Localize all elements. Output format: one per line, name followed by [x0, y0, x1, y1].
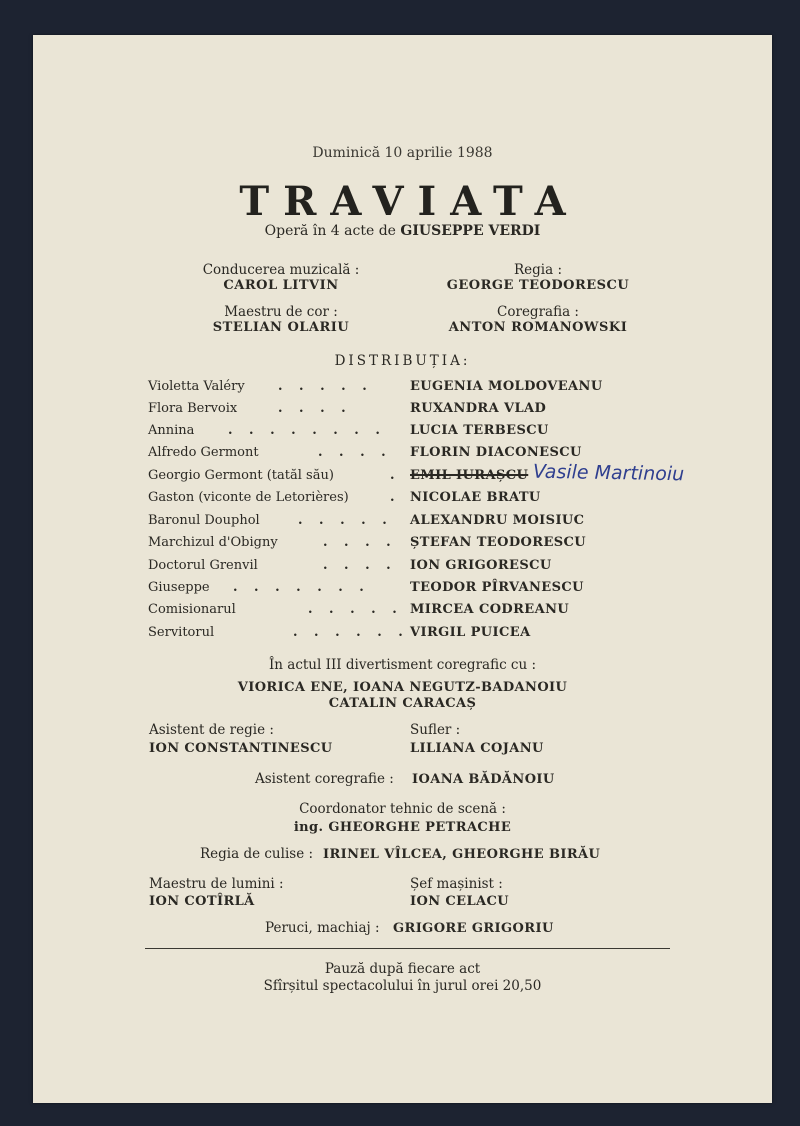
cast-dots: . . . .: [323, 558, 397, 573]
lighting-name: ION COTÎRLĂ: [149, 894, 255, 909]
cast-row: [148, 490, 688, 512]
cast-role: Doctorul Grenvil: [148, 558, 258, 573]
cast-role: Giuseppe: [148, 580, 210, 595]
cast-role: Georgio Germont (tatăl său): [148, 468, 334, 483]
cast-dots: . . . . .: [278, 379, 373, 394]
asst-choreo-label: Asistent coregrafie :: [255, 771, 394, 787]
prompter-name: LILIANA COJANU: [410, 741, 544, 756]
cast-role: Servitorul: [148, 625, 215, 640]
asst-director-label: Asistent de regie :: [149, 722, 274, 738]
tech-coord-label: Coordonator tehnic de scenă :: [299, 801, 506, 817]
cast-row: [148, 602, 688, 624]
cast-singer: EUGENIA MOLDOVEANU: [410, 379, 603, 394]
prompter-label: Sufler :: [410, 722, 461, 738]
cast-role: Annina: [148, 423, 195, 438]
program-sheet: [33, 35, 772, 1103]
credit-direction: [423, 262, 653, 293]
cast-row: [148, 513, 688, 535]
lighting-label: Maestru de lumini :: [149, 876, 284, 892]
cast-heading: DISTRIBUȚIA:: [334, 353, 471, 369]
footer-intermission: Pauză după fiecare act: [324, 961, 481, 977]
credit-label: Conducerea muzicală :: [202, 262, 360, 278]
opera-title: TRAVIATA: [239, 178, 580, 225]
cast-row: [148, 558, 688, 580]
cast-dots: . . . . . . .: [233, 580, 370, 595]
asst-director-name: ION CONSTANTINESCU: [149, 741, 333, 756]
cast-role: Violetta Valéry: [148, 379, 245, 394]
backstage-label: Regia de culise :: [200, 846, 314, 862]
cast-dots: . . . . . .: [293, 625, 409, 640]
cast-dots: .: [390, 468, 401, 483]
tech-coord-name: ing. GHEORGHE PETRACHE: [293, 820, 512, 835]
cast-singer: FLORIN DIACONESCU: [410, 445, 582, 460]
handwritten-replacement-name: Vasile Martinoiu: [532, 460, 685, 486]
credit-name: GEORGE TEODORESCU: [446, 278, 630, 293]
cast-singer: VIRGIL PUICEA: [410, 625, 531, 640]
cast-row: [148, 580, 688, 602]
cast-dots: . . . . .: [298, 513, 393, 528]
cast-row: [148, 625, 688, 647]
credit-label: Regia :: [513, 262, 562, 278]
stage-chief-name: ION CELACU: [410, 894, 509, 909]
cast-role: Alfredo Germont: [148, 445, 259, 460]
cast-singer: ION GRIGORESCU: [410, 558, 552, 573]
cast-row: [148, 535, 688, 557]
divertisment-intro: În actul III divertisment coregrafic cu :: [268, 657, 537, 673]
cast-singer: TEODOR PÎRVANESCU: [410, 580, 584, 595]
makeup-name: GRIGORE GRIGORIU: [393, 921, 554, 936]
opera-subtitle: [33, 223, 772, 239]
cast-dots: . . . .: [323, 535, 397, 550]
asst-choreo-name: IOANA BĂDĂNOIU: [412, 772, 555, 787]
cast-singer: ȘTEFAN TEODORESCU: [410, 535, 587, 550]
cast-role: Comisionarul: [148, 602, 236, 617]
cast-singer-crossed-out: EMIL IURAȘCU: [410, 468, 529, 483]
cast-dots: .: [390, 490, 401, 505]
cast-role: Gaston (viconte de Letorières): [148, 490, 349, 505]
cast-singer: ALEXANDRU MOISIUC: [410, 513, 585, 528]
credit-name: STELIAN OLARIU: [212, 320, 350, 335]
cast-row: [148, 423, 688, 445]
subtitle-prefix: Operă în 4 acte de: [264, 223, 396, 239]
credit-chorus-master: [166, 304, 396, 335]
credit-choreography: [423, 304, 653, 335]
cast-singer: MIRCEA CODREANU: [410, 602, 570, 617]
cast-dots: . . . .: [318, 445, 392, 460]
stage-chief-label: Șef mașinist :: [410, 876, 503, 892]
cast-dots: . . . .: [278, 401, 352, 416]
credit-musical-direction: [166, 262, 396, 293]
divertisment-dancers-2: CATALIN CARACAȘ: [328, 696, 477, 711]
cast-role: Marchizul d'Obigny: [148, 535, 278, 550]
divertisment-dancers-1: VIORICA ENE, IOANA NEGUTZ-BADANOIU: [237, 680, 568, 695]
makeup-label: Peruci, machiaj :: [265, 920, 380, 936]
cast-singer: RUXANDRA VLAD: [410, 401, 547, 416]
divider-line: [145, 948, 670, 949]
cast-row: [148, 401, 688, 423]
cast-role: Baronul Douphol: [148, 513, 260, 528]
credit-label: Maestru de cor :: [224, 304, 338, 320]
cast-dots: . . . . . . . .: [228, 423, 386, 438]
backstage-names: IRINEL VÎLCEA, GHEORGHE BIRĂU: [323, 847, 601, 862]
cast-role: Flora Bervoix: [148, 401, 238, 416]
cast-singer: NICOLAE BRATU: [410, 490, 541, 505]
cast-dots: . . . . .: [308, 602, 403, 617]
cast-row: [148, 379, 688, 401]
credit-name: ANTON ROMANOWSKI: [448, 320, 628, 335]
cast-singer: LUCIA TERBESCU: [410, 423, 549, 438]
footer-end-time: Sfîrșitul spectacolului în jurul orei 20,50: [263, 978, 542, 994]
credit-label: Coregrafia :: [497, 304, 579, 320]
composer-name: GIUSEPPE VERDI: [400, 223, 541, 239]
performance-date: Duminică 10 aprilie 1988: [312, 145, 493, 161]
credit-name: CAROL LITVIN: [223, 278, 339, 293]
